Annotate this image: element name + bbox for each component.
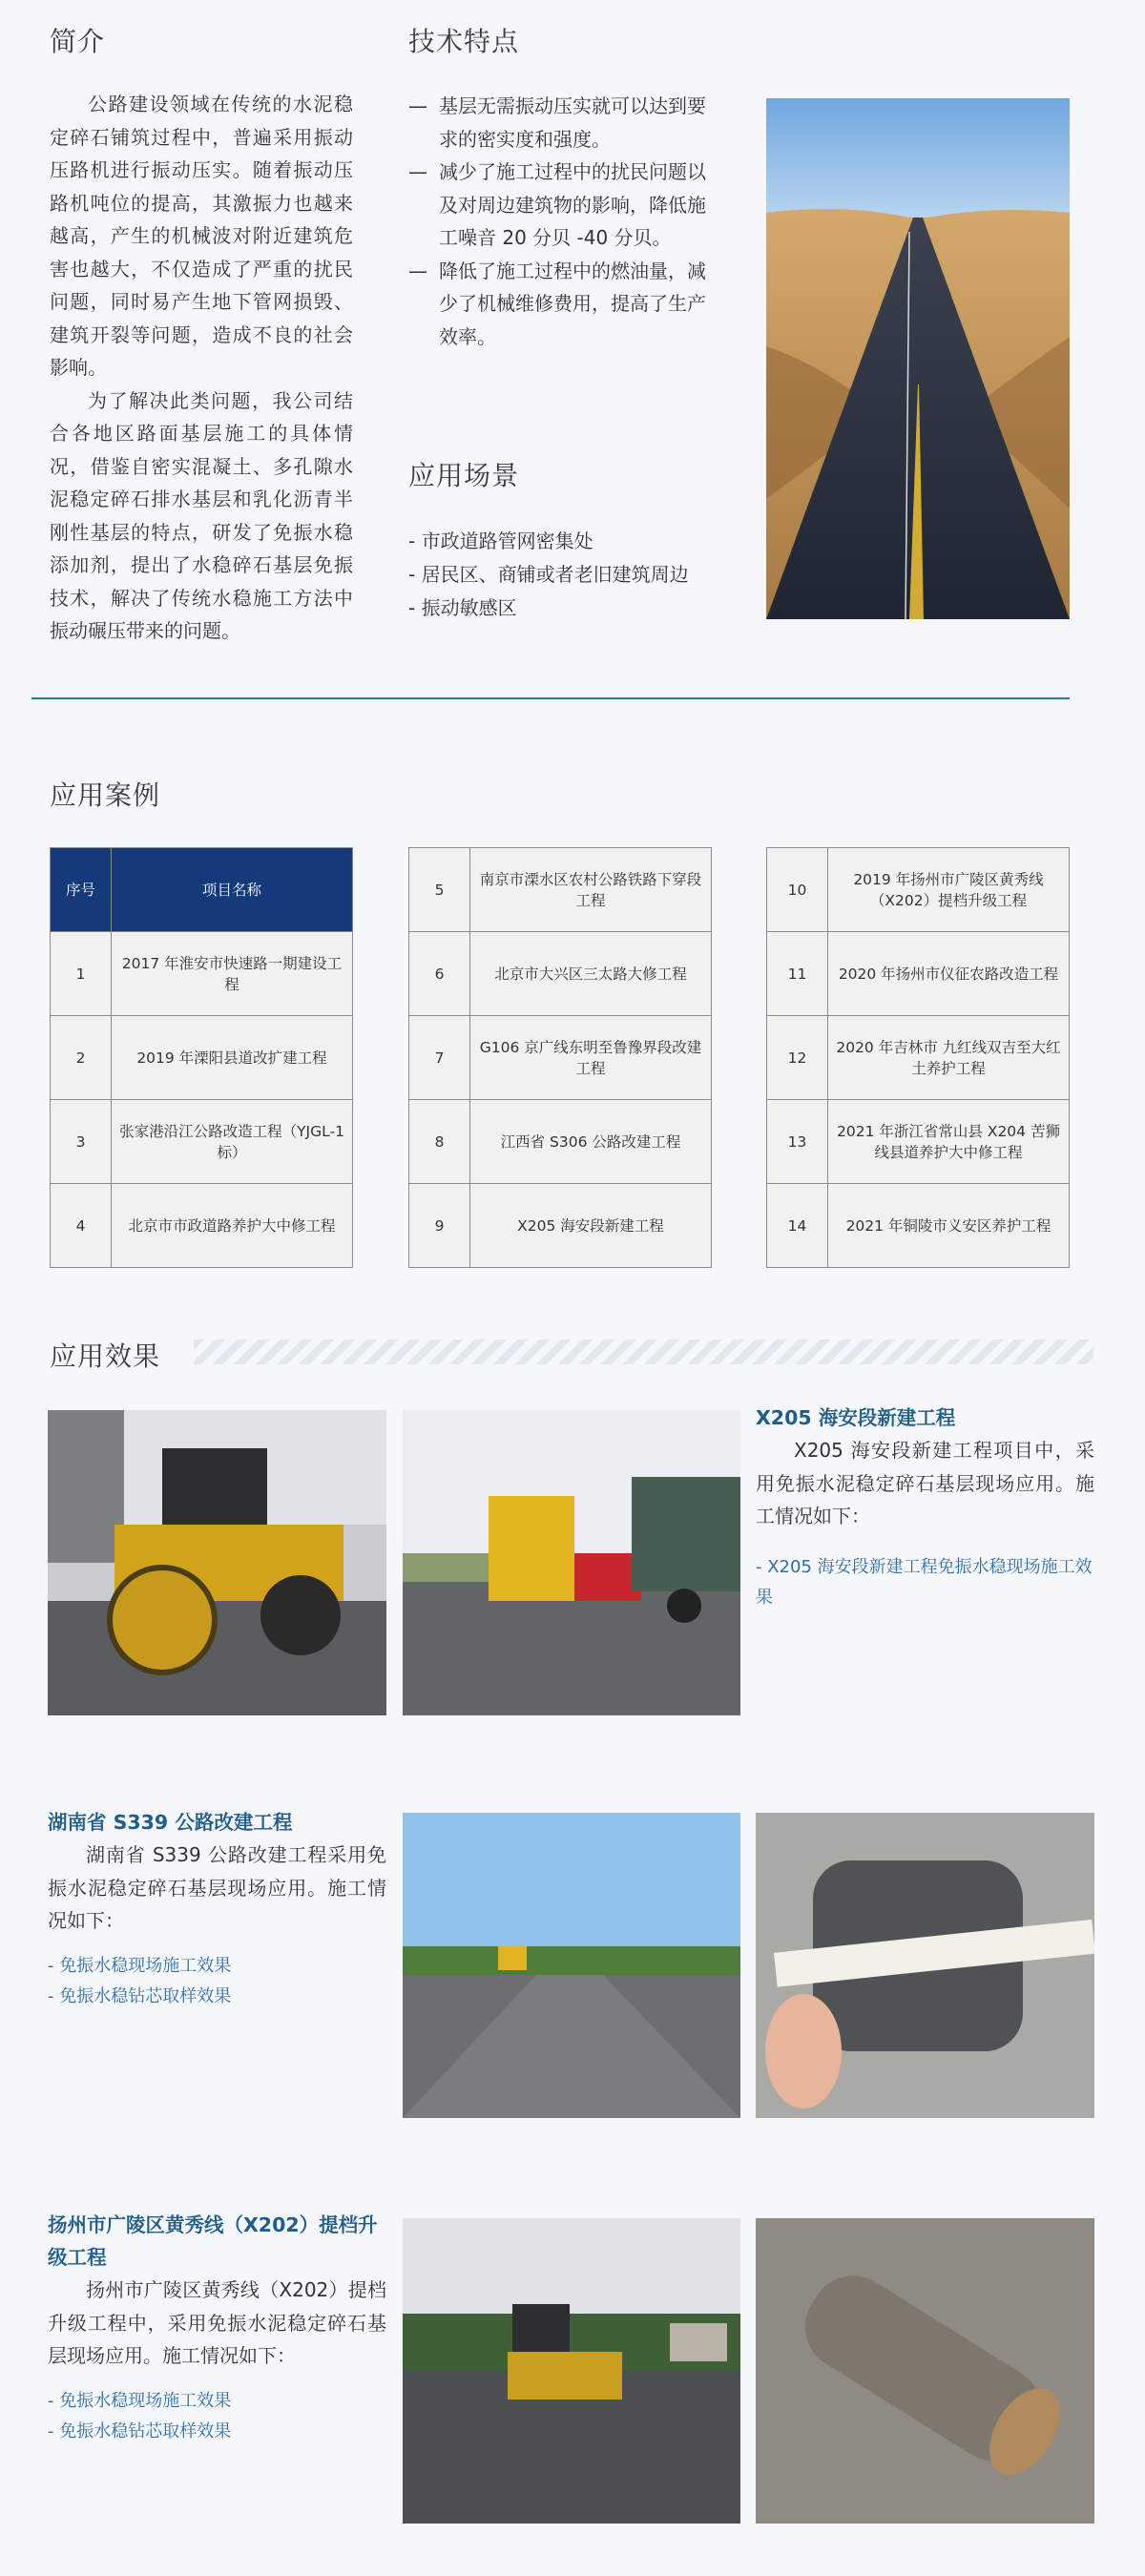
scenes-heading: 应用场景 [408,460,520,491]
project-3-link-site[interactable]: - 免振水稳现场施工效果 [48,2390,232,2411]
row-name: 2020 年扬州市仪征农路改造工程 [828,932,1070,1016]
row-name: 2020 年吉林市 九红线双吉至大红土养护工程 [828,1016,1070,1100]
project-1-link[interactable]: - X205 海安段新建工程免振水稳现场施工效果 [756,1556,1093,1608]
row-name: 2021 年铜陵市义安区养护工程 [828,1184,1070,1268]
row-name: 北京市大兴区三太路大修工程 [470,932,712,1016]
feature-item: — 降低了施工过程中的燃油量，减少了机械维修费用，提高了生产效率。 [408,255,718,354]
heading-stripe-decoration [194,1340,1093,1364]
paver-photo [403,1410,740,1715]
row-no: 3 [51,1100,112,1184]
project-1-body: X205 海安段新建工程项目中，采用免振水泥稳定碎石基层现场应用。施工情况如下： [756,1439,1094,1527]
project-2-body: 湖南省 S339 公路改建工程采用免振水泥稳定碎石基层现场应用。施工情况如下： [48,1843,386,1932]
cases-table-3 [766,847,1070,1268]
row-no: 1 [51,932,112,1016]
project-1-text [756,1402,1094,1613]
road-construction-photo [403,1813,740,2118]
row-no: 7 [409,1016,470,1100]
roller-photo [48,1410,386,1715]
row-no: 4 [51,1184,112,1268]
features-list [408,90,718,353]
intro-paragraph-1: 公路建设领域在传统的水泥稳定碎石铺筑过程中，普遍采用振动压路机进行振动压实。随着振动压路机吨位的提高，其激振力也越来越高，产生的机械波对附近建筑危害也越大，不仅造成了严重的扰民问题，同时易产生地下管网损毁、建筑开裂等问题，造成不良的社会影响。 [50,93,353,379]
column-header-name: 项目名称 [112,848,353,932]
table-row [409,932,712,1016]
feature-item: — 基层无需振动压实就可以达到要求的密实度和强度。 [408,90,718,156]
project-2-link-core[interactable]: - 免振水稳钻芯取样效果 [48,1985,232,2006]
desert-road-photo [766,98,1070,619]
row-name: 2019 年溧阳县道改扩建工程 [112,1016,353,1100]
column-header-no: 序号 [51,848,112,932]
table-row [409,1184,712,1268]
roller-street-photo [403,2218,740,2524]
row-name: 2021 年浙江省常山县 X204 苦狮线县道养护大中修工程 [828,1100,1070,1184]
cases-table-1 [50,847,353,1268]
intro-paragraph-2: 为了解决此类问题，我公司结合各地区路面基层施工的具体情况，借鉴自密实混凝土、多孔隙水泥稳定碎石排水基层和乳化沥青半刚性基层的特点，研发了免振水稳添加剂，提出了水稳碎石基层免振技术，解决了传统水稳施工方法中振动碾压带来的问题。 [50,388,353,642]
intro-text [50,88,353,648]
table-row [767,932,1070,1016]
row-name: 张家港沿江公路改造工程（YJGL-1 标） [112,1100,353,1184]
table-row [409,848,712,932]
table-row [767,848,1070,932]
project-3-link-core[interactable]: - 免振水稳钻芯取样效果 [48,2420,232,2441]
project-2-link-site[interactable]: - 免振水稳现场施工效果 [48,1955,232,1976]
row-no: 8 [409,1100,470,1184]
row-name: 2017 年淮安市快速路一期建设工程 [112,932,353,1016]
scene-item: - 市政道路管网密集处 [408,530,593,552]
table-row [767,1100,1070,1184]
row-no: 12 [767,1016,828,1100]
core-cylinder-photo [756,2218,1094,2524]
scene-item: - 居民区、商铺或者老旧建筑周边 [408,563,689,586]
scenes-list [408,525,723,625]
core-sample-photo [756,1813,1094,2118]
project-1-title: X205 海安段新建工程 [756,1406,956,1429]
features-heading: 技术特点 [408,26,520,57]
row-no: 14 [767,1184,828,1268]
row-name: X205 海安段新建工程 [470,1184,712,1268]
section-divider [31,697,1070,699]
intro-heading: 简介 [50,26,106,57]
row-no: 2 [51,1016,112,1100]
row-name: 2019 年扬州市广陵区黄秀线（X202）提档升级工程 [828,848,1070,932]
project-2-title: 湖南省 S339 公路改建工程 [48,1811,293,1834]
table-row [409,1100,712,1184]
row-no: 9 [409,1184,470,1268]
row-name: 江西省 S306 公路改建工程 [470,1100,712,1184]
row-name: 南京市溧水区农村公路铁路下穿段工程 [470,848,712,932]
scene-item: - 振动敏感区 [408,596,517,619]
feature-item: — 减少了施工过程中的扰民问题以及对周边建筑物的影响，降低施工噪音 20 分贝 -40 分贝。 [408,156,718,255]
table-row [51,1100,353,1184]
table-row [767,1184,1070,1268]
cases-heading: 应用案例 [50,779,161,811]
table-row [51,1184,353,1268]
row-no: 13 [767,1100,828,1184]
table-row [51,932,353,1016]
project-3-body: 扬州市广陵区黄秀线（X202）提档升级工程中，采用免振水泥稳定碎石基层现场应用。施工情况如下： [48,2278,386,2367]
table-row [767,1016,1070,1100]
project-3-text [48,2209,386,2447]
row-no: 11 [767,932,828,1016]
cases-table-2 [408,847,712,1268]
row-name: G106 京广线东明至鲁豫界段改建工程 [470,1016,712,1100]
row-name: 北京市市政道路养护大中修工程 [112,1184,353,1268]
project-2-text [48,1806,386,2012]
table-row [409,1016,712,1100]
effects-heading: 应用效果 [50,1340,161,1372]
row-no: 10 [767,848,828,932]
table-row [51,1016,353,1100]
row-no: 6 [409,932,470,1016]
project-3-title: 扬州市广陵区黄秀线（X202）提档升级工程 [48,2213,378,2269]
row-no: 5 [409,848,470,932]
